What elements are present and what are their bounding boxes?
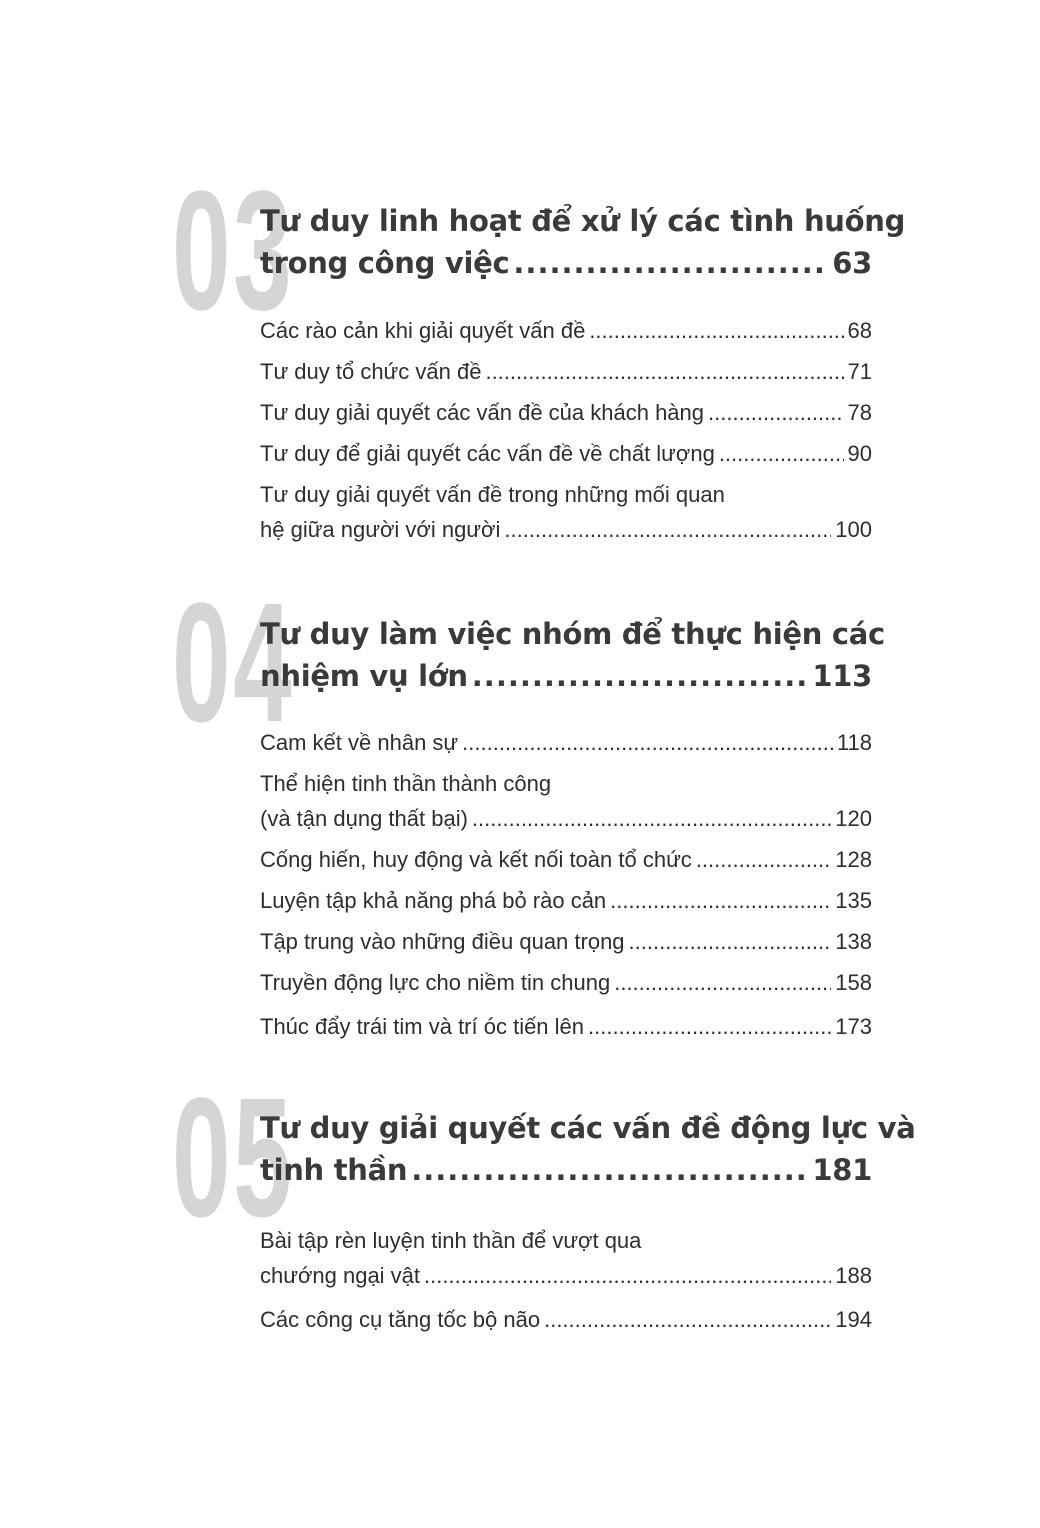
entry-title: Thúc đẩy trái tim và trí óc tiến lên bbox=[260, 1014, 585, 1039]
toc-entry[interactable] bbox=[260, 965, 872, 1000]
leader-dots bbox=[610, 883, 831, 918]
leader-dots bbox=[462, 725, 833, 760]
chapter-title-line1: Tư duy giải quyết các vấn đề động lực và bbox=[260, 1111, 916, 1145]
page-number: 90 bbox=[847, 441, 872, 466]
leader-dots bbox=[504, 512, 831, 547]
toc-entry[interactable] bbox=[260, 842, 872, 877]
entry-title: Tư duy giải quyết các vấn đề của khách hàng bbox=[260, 400, 705, 425]
toc-entry[interactable] bbox=[260, 725, 872, 760]
page-number: 120 bbox=[835, 806, 872, 831]
entry-title: Truyền động lực cho niềm tin chung bbox=[260, 970, 611, 995]
leader-dots bbox=[544, 1302, 831, 1337]
page-number: 78 bbox=[847, 400, 872, 425]
entry-title-line1: Bài tập rèn luyện tinh thần để vượt qua bbox=[260, 1228, 642, 1253]
chapter-title-line2: nhiệm vụ lớn bbox=[260, 659, 468, 693]
leader-dots bbox=[472, 801, 831, 836]
page-number: 128 bbox=[835, 847, 872, 872]
leader-dots bbox=[588, 1009, 831, 1044]
leader-dots bbox=[411, 1149, 808, 1191]
chapter-number: 03 bbox=[172, 156, 295, 346]
entry-title-line2: (và tận dụng thất bại) bbox=[260, 806, 468, 831]
page-number: 194 bbox=[835, 1307, 872, 1332]
entry-list bbox=[260, 313, 872, 547]
toc-entry[interactable] bbox=[260, 354, 872, 389]
leader-dots bbox=[719, 436, 844, 471]
toc-entry[interactable] bbox=[260, 924, 872, 959]
chapter-title-line2: tinh thần bbox=[260, 1153, 408, 1187]
entry-list bbox=[260, 1223, 872, 1337]
toc-entry[interactable] bbox=[260, 313, 872, 348]
entry-title-line2: hệ giữa người với người bbox=[260, 517, 501, 542]
entry-title: Các rào cản khi giải quyết vấn đề bbox=[260, 318, 586, 343]
page-number: 113 bbox=[812, 659, 872, 693]
chapter-number: 04 bbox=[172, 568, 295, 758]
toc-entry[interactable] bbox=[260, 436, 872, 471]
page-number: 188 bbox=[835, 1263, 872, 1288]
chapter-title-line2: trong công việc bbox=[260, 246, 510, 280]
chapter-title-line1: Tư duy làm việc nhóm để thực hiện các bbox=[260, 617, 885, 651]
entry-title: Các công cụ tăng tốc bộ não bbox=[260, 1307, 541, 1332]
toc-entry[interactable] bbox=[260, 477, 872, 547]
entry-title: Tập trung vào những điều quan trọng bbox=[260, 929, 625, 954]
leader-dots bbox=[708, 395, 844, 430]
toc-entry[interactable] bbox=[260, 1302, 872, 1337]
page-number: 158 bbox=[835, 970, 872, 995]
page-number: 68 bbox=[847, 318, 872, 343]
chapter-title[interactable] bbox=[260, 1107, 916, 1191]
page-number: 118 bbox=[836, 730, 872, 755]
leader-dots bbox=[513, 242, 828, 284]
page-number: 181 bbox=[812, 1153, 872, 1187]
entry-title: Tư duy để giải quyết các vấn đề về chất lượng bbox=[260, 441, 715, 466]
entry-title: Cam kết về nhân sự bbox=[260, 730, 459, 755]
chapter-title[interactable] bbox=[260, 200, 906, 284]
entry-title: Luyện tập khả năng phá bỏ rào cản bbox=[260, 888, 607, 913]
page-number: 71 bbox=[847, 359, 872, 384]
entry-title-line2: chướng ngại vật bbox=[260, 1263, 421, 1288]
leader-dots bbox=[629, 924, 832, 959]
toc-entry[interactable] bbox=[260, 395, 872, 430]
toc-entry[interactable] bbox=[260, 766, 872, 836]
toc-entry[interactable] bbox=[260, 1009, 872, 1044]
leader-dots bbox=[589, 313, 843, 348]
chapter-title[interactable] bbox=[260, 613, 885, 697]
entry-title-line1: Tư duy giải quyết vấn đề trong những mối quan bbox=[260, 482, 725, 507]
leader-dots bbox=[614, 965, 831, 1000]
page-number: 138 bbox=[835, 929, 872, 954]
toc-entry[interactable] bbox=[260, 1223, 872, 1293]
leader-dots bbox=[696, 842, 831, 877]
chapter-number: 05 bbox=[172, 1063, 295, 1253]
entry-title-line1: Thể hiện tinh thần thành công bbox=[260, 771, 552, 796]
toc-entry[interactable] bbox=[260, 883, 872, 918]
page-number: 173 bbox=[835, 1014, 872, 1039]
leader-dots bbox=[472, 655, 809, 697]
entry-title: Cống hiến, huy động và kết nối toàn tổ chức bbox=[260, 847, 692, 872]
entry-list bbox=[260, 725, 872, 1044]
leader-dots bbox=[485, 354, 843, 389]
entry-title: Tư duy tổ chức vấn đề bbox=[260, 359, 482, 384]
page-number: 63 bbox=[832, 246, 872, 280]
page-number: 135 bbox=[835, 888, 872, 913]
page-number: 100 bbox=[835, 517, 872, 542]
leader-dots bbox=[424, 1258, 831, 1293]
chapter-title-line1: Tư duy linh hoạt để xử lý các tình huống bbox=[260, 204, 906, 238]
